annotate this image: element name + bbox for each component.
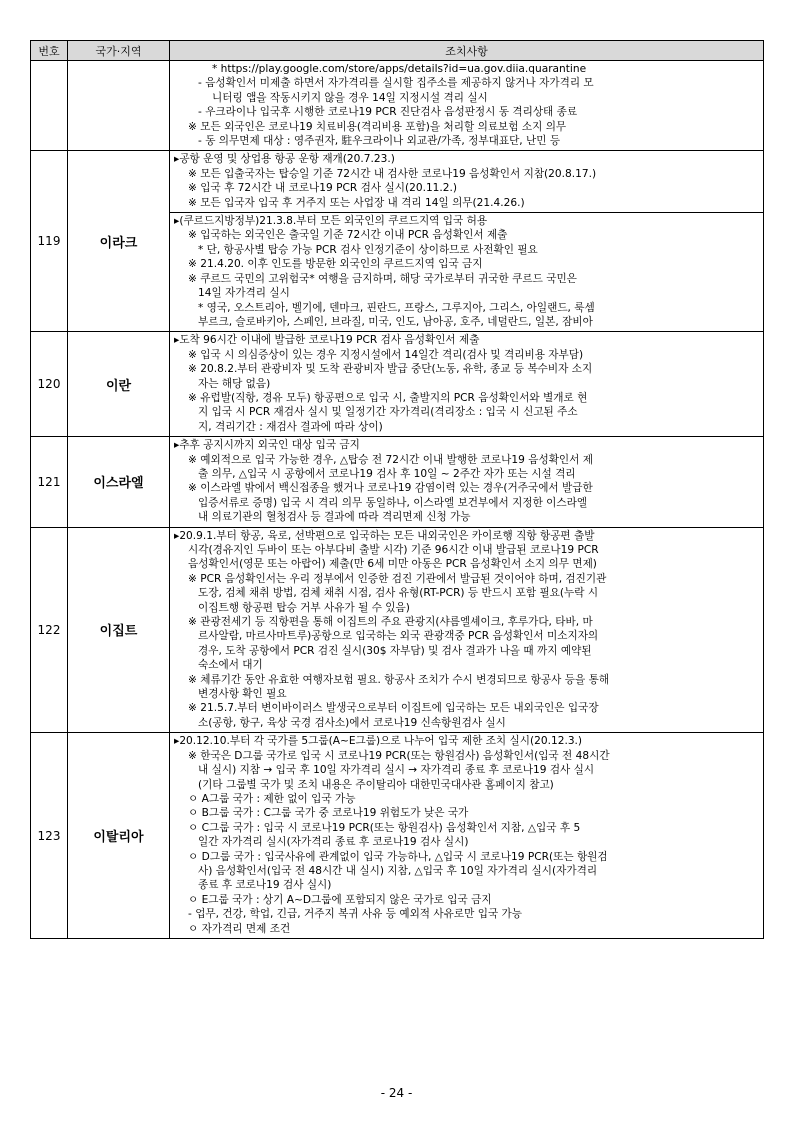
measure-block	[170, 151, 763, 212]
page-number: - 24 -	[380, 1086, 413, 1100]
measure-line: ㅇ D그룹 국가 : 입국사유에 관계없이 입국 가능하나, △입국 시 코로나19 PCR(또는 항원검	[188, 850, 608, 863]
table-row	[31, 437, 764, 527]
measure-line: ※ 한국은 D그룹 국가로 입국 시 코로나19 PCR(또는 항원검사) 음성확인서(입국 전 48시간	[188, 749, 610, 762]
table-row	[31, 527, 764, 733]
measure-line: - 업무, 건강, 학업, 긴급, 거주지 복귀 사유 등 예외적 사유로만 입국 가능	[188, 908, 523, 921]
row-number: 119	[31, 151, 68, 332]
measure-line: ▸(쿠르드지방정부)21.3.8.부터 모든 외국인의 쿠르드지역 입국 허용	[174, 215, 488, 228]
measure-line: 숙소에서 대기	[198, 659, 263, 672]
measure-line: ※ 입국 후 72시간 내 코로나19 PCR 검사 실시(20.11.2.)	[188, 182, 458, 195]
row-country: 이탈리아	[68, 733, 170, 939]
measures-table	[30, 40, 764, 939]
measure-line: 이집트행 항공편 탑승 거부 사유가 될 수 있음)	[198, 601, 410, 614]
measure-line: ▸공항 운영 및 상업용 항공 운항 재개(20.7.23.)	[174, 153, 395, 166]
measure-line: 자는 해당 없음)	[198, 377, 271, 390]
measure-line: 음성확인서(영문 또는 아랍어) 제출(만 6세 미만 아동은 PCR 음성확인서 소지 의무 면제)	[188, 558, 597, 571]
table-header-row	[31, 41, 764, 61]
measure-line: ㅇ A그룹 국가 : 제한 없이 입국 가능	[188, 792, 356, 805]
measure-line: ※ 21.5.7.부터 변이바이러스 발생국으로부터 이집트에 입국하는 모든 내외국인은 입국장	[188, 702, 599, 715]
measure-line: 르사알람, 마르사마트루)공항으로 입국하는 외국 관광객중 PCR 음성확인서 미소지자의	[198, 630, 599, 643]
measure-line: ㅇ C그룹 국가 : 입국 시 코로나19 PCR(또는 항원검사) 음성확인서 지참, △입국 후 5	[188, 821, 581, 834]
header-num: 번호	[31, 41, 68, 61]
measure-block	[170, 61, 763, 150]
measure-line: - 음성확인서 미제출 하면서 자가격리를 실시할 집주소를 제공하지 않거나 자가격리 모	[198, 77, 594, 90]
measure-line: 니터링 앱을 작동시키지 않을 경우 14일 지정시설 격리 실시	[212, 91, 488, 104]
table-body	[31, 61, 764, 939]
header-measures: 조치사항	[170, 41, 764, 61]
row-number	[31, 61, 68, 151]
measure-line: 14일 자가격리 실시	[198, 287, 290, 300]
measure-line: ※ 쿠르드 국민의 고위험국* 여행을 금지하며, 해당 국가로부터 귀국한 쿠르드 국민은	[188, 272, 577, 285]
row-measures	[170, 527, 764, 733]
measure-line: 시각(경유지인 두바이 또는 아부다비 출발 시각) 기준 96시간 이내 발급된 코로나19 PCR	[188, 544, 599, 556]
measure-block	[170, 332, 763, 436]
measure-line: ※ 모든 입국자 입국 후 거주지 또는 사업장 내 격리 14일 의무(21.4.26.)	[188, 196, 525, 209]
measure-line: ※ 예외적으로 입국 가능한 경우, △탑승 전 72시간 이내 발행한 코로나19 음성확인서 제	[188, 453, 593, 466]
measure-line: ㅇ B그룹 국가 : C그룹 국가 중 코로나19 위험도가 낮은 국가	[188, 807, 469, 820]
row-country: 이집트	[68, 527, 170, 733]
measure-line: 변경사항 확인 필요	[198, 688, 287, 701]
measure-line: ※ 21.4.20. 이후 인도를 방문한 외국인의 쿠르드지역 입국 금지	[188, 258, 483, 271]
measure-line: (기타 그룹별 국가 및 조치 내용은 주이탈리아 대한민국대사관 홈페이지 참고)	[198, 778, 554, 791]
row-measures	[170, 151, 764, 332]
measure-line: ㅇ E그룹 국가 : 상기 A~D그룹에 포함되지 않은 국가로 입국 금지	[188, 893, 492, 906]
measure-block	[170, 528, 763, 733]
row-country: 이스라엘	[68, 437, 170, 527]
row-measures	[170, 733, 764, 939]
measure-line: ㅇ 자가격리 면제 조건	[188, 922, 291, 935]
measure-line: 출 의무, △입국 시 공항에서 코로나19 검사 후 10일 ~ 2주간 자가 또는 시설 격리	[198, 467, 576, 480]
row-measures	[170, 332, 764, 437]
measure-line: 일간 자가격리 실시(자가격리 종료 후 코로나19 검사 실시)	[198, 836, 469, 849]
row-country	[68, 61, 170, 151]
measure-block	[170, 212, 763, 331]
measure-line: ※ 모든 외국인은 코로나19 치료비용(격리비용 포함)을 처리할 의료보험 소지 의무	[188, 120, 567, 133]
row-country: 이란	[68, 332, 170, 437]
table-row	[31, 332, 764, 437]
row-measures	[170, 61, 764, 151]
measure-line: ※ 입국하는 외국인은 출국일 기준 72시간 이내 PCR 음성확인서 제출	[188, 229, 508, 242]
measure-line: ※ 모든 입출국자는 탑승일 기준 72시간 내 검사한 코로나19 음성확인서 지참(20.8.17.)	[188, 167, 597, 180]
table-row	[31, 733, 764, 939]
measure-line: - 우크라이나 입국후 시행한 코로나19 PCR 진단검사 음성판정시 동 격리상태 종료	[198, 106, 578, 119]
measure-line: 종료 후 코로나19 검사 실시)	[198, 879, 332, 892]
measure-line: 도장, 검체 채취 방법, 검체 채취 시점, 검사 유형(RT-PCR) 등 반드시 포함 필요(누락 시	[198, 587, 599, 600]
measure-line: 입증서류로 증명) 입국 시 격리 의무 동일하나, 이스라엘 보건부에서 지정한 이스라엘	[198, 496, 588, 509]
measure-line: * 영국, 오스트리아, 벨기에, 덴마크, 핀란드, 프랑스, 그루지아, 그리스, 아일랜드, 룩셈	[198, 301, 595, 314]
row-country: 이라크	[68, 151, 170, 332]
measure-line: 사) 음성확인서(입국 전 48시간 내 실시) 지참, △입국 후 10일 자가격리 실시(자가격리	[198, 864, 598, 877]
measure-line: 지, 격리기간 : 재검사 결과에 따라 상이)	[198, 420, 383, 433]
header-country: 국가·지역	[68, 41, 170, 61]
measure-line: ※ 20.8.2.부터 관광비자 및 도착 관광비자 발급 중단(노동, 유학, 종교 등 복수비자 소지	[188, 363, 593, 376]
row-measures	[170, 437, 764, 527]
measure-line: ※ 이스라엘 밖에서 백신접종을 했거나 코로나19 감염이력 있는 경우(거주국에서 발급한	[188, 482, 593, 495]
measure-line: ▸20.9.1.부터 항공, 육로, 선박편으로 입국하는 모든 내외국인은 카이로행 직항 항공편 출발	[174, 529, 595, 542]
row-number: 122	[31, 527, 68, 733]
measure-line: * 단, 항공사별 탑승 가능 PCR 검사 인정기준이 상이하므로 사전확인 필요	[198, 243, 538, 256]
measure-line: ▸20.12.10.부터 각 국가를 5그룹(A~E그룹)으로 나누어 입국 제한 조치 실시(20.12.3.)	[174, 735, 583, 748]
measure-block	[170, 733, 763, 938]
table-row	[31, 151, 764, 332]
measure-line: ※ PCR 음성확인서는 우리 정부에서 인증한 검진 기관에서 발급된 것이어야 하며, 검진기관	[188, 572, 607, 585]
row-number: 121	[31, 437, 68, 527]
measure-line: ※ 관광전세기 등 직항편을 통해 이집트의 주요 관광지(샤름엘셰이크, 후루가다, 타바, 마	[188, 616, 593, 629]
measure-line: - 동 의무면제 대상 : 영주권자, 駐우크라이나 외교관/가족, 정부대표단, 난민 등	[198, 135, 561, 148]
measure-block	[170, 437, 763, 526]
measure-line: ▸도착 96시간 이내에 발급한 코로나19 PCR 검사 음성확인서 제출	[174, 334, 480, 347]
measure-line: ※ 유럽발(직항, 경유 모두) 항공편으로 입국 시, 출발지의 PCR 음성확인서와 별개로 현	[188, 391, 588, 404]
measure-line: ▸추후 공지시까지 외국인 대상 입국 금지	[174, 439, 360, 452]
measure-line: 내 의료기관의 혈청검사 등 결과에 따라 격리면제 신청 가능	[198, 511, 471, 524]
measure-line: 경우, 도착 공항에서 PCR 검진 실시(30$ 자부담) 및 검사 결과가 나올 때 까지 예약된	[198, 644, 592, 657]
measure-line: 부르크, 슬로바키아, 스페인, 브라질, 미국, 인도, 남아공, 호주, 네덜란드, 일본, 잠비아	[198, 315, 593, 328]
table-row	[31, 61, 764, 151]
measure-line: 지 입국 시 PCR 재검사 실시 및 일정기간 자가격리(격리장소 : 입국 시 신고된 주소	[198, 406, 578, 419]
row-number: 123	[31, 733, 68, 939]
measure-line: 소(공항, 항구, 육상 국경 검사소)에서 코로나19 신속항원검사 실시	[198, 716, 506, 729]
measure-line: * https://play.google.com/store/apps/details?id=ua.gov.diia.quarantine	[212, 63, 587, 75]
row-number: 120	[31, 332, 68, 437]
measure-line: ※ 체류기간 동안 유효한 여행자보험 필요. 항공사 조치가 수시 변경되므로 항공사 등을 통해	[188, 673, 610, 686]
measure-line: 내 실시) 지참 → 입국 후 10일 자가격리 실시 → 자가격리 종료 후 코로나19 검사 실시	[198, 764, 595, 777]
measure-line: ※ 입국 시 의심증상이 있는 경우 지정시설에서 14일간 격리(검사 및 격리비용 자부담)	[188, 348, 584, 361]
